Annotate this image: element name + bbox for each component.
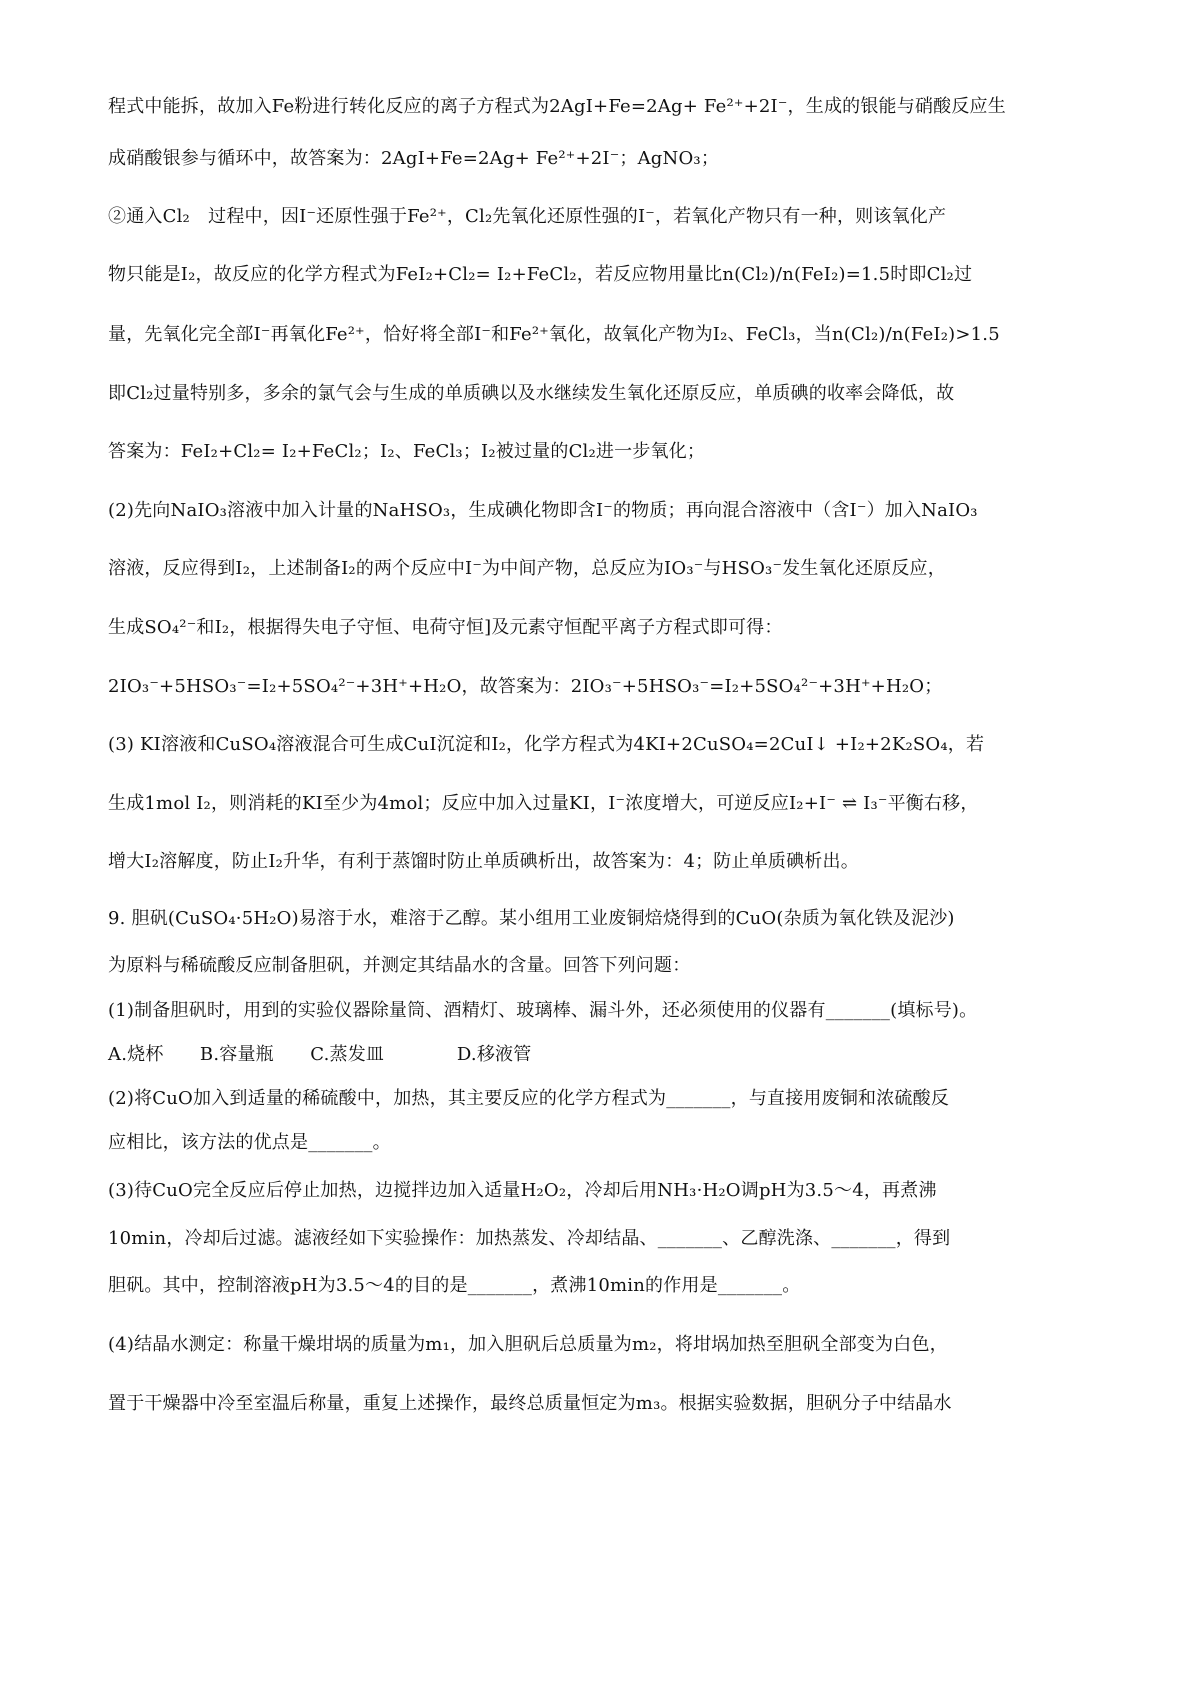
text-line: 生成1mol I₂，则消耗的KI至少为4mol；反应中加入过量KI，I⁻浓度增大，可逆反应I₂+I⁻ ⇌ I₃⁻平衡右移， bbox=[108, 793, 979, 814]
text-line: 胆矾。其中，控制溶液pH为3.5～4的目的是_______，煮沸10min的作用是_______。 bbox=[108, 1275, 801, 1296]
text-line: 溶液，反应得到I₂，上述制备I₂的两个反应中I⁻为中间产物，总反应为IO₃⁻与HSO₃⁻发生氧化还原反应， bbox=[108, 558, 946, 579]
text-line: (1)制备胆矾时，用到的实验仪器除量筒、酒精灯、玻璃棒、漏斗外，还必须使用的仪器有_______(填标号)。 bbox=[108, 1000, 978, 1021]
text-line: (2)将CuO加入到适量的稀硫酸中，加热，其主要反应的化学方程式为_______，与直接用废铜和浓硫酸反 bbox=[108, 1088, 950, 1109]
text-line: 增大I₂溶解度，防止I₂升华，有利于蒸馏时防止单质碘析出，故答案为：4；防止单质碘析出。 bbox=[108, 851, 859, 872]
text-line: 10min，冷却后过滤。滤液经如下实验操作：加热蒸发、冷却结晶、_______、乙醇洗涤、_______，得到 bbox=[108, 1228, 951, 1249]
text-line: 物只能是I₂，故反应的化学方程式为FeI₂+Cl₂= I₂+FeCl₂，若反应物用量比n(Cl₂)/n(FeI₂)=1.5时即Cl₂过 bbox=[108, 264, 973, 285]
answer-options: A.烧杯 B.容量瓶 C.蒸发皿 D.移液管 bbox=[108, 1044, 532, 1065]
text-line: (2)先向NaIO₃溶液中加入计量的NaHSO₃，生成碘化物即含I⁻的物质；再向混合溶液中（含I⁻）加入NaIO₃ bbox=[108, 500, 978, 521]
text-line: 2IO₃⁻+5HSO₃⁻=I₂+5SO₄²⁻+3H⁺+H₂O，故答案为：2IO₃⁻+5HSO₃⁻=I₂+5SO₄²⁻+3H⁺+H₂O； bbox=[108, 676, 943, 697]
text-line: 置于干燥器中冷至室温后称量，重复上述操作，最终总质量恒定为m₃。根据实验数据，胆矾分子中结晶水 bbox=[108, 1393, 952, 1414]
text-line: (3)待CuO完全反应后停止加热，边搅拌边加入适量H₂O₂，冷却后用NH₃·H₂O调pH为3.5～4，再煮沸 bbox=[108, 1180, 937, 1201]
text-line: 生成SO₄²⁻和I₂，根据得失电子守恒、电荷守恒]及元素守恒配平离子方程式即可得： bbox=[108, 617, 783, 638]
text-line: 应相比，该方法的优点是_______。 bbox=[108, 1132, 391, 1153]
text-line: 成硝酸银参与循环中，故答案为：2AgI+Fe=2Ag+ Fe²⁺+2I⁻；AgNO₃； bbox=[108, 148, 720, 169]
text-line: (4)结晶水测定：称量干燥坩埚的质量为m₁，加入胆矾后总质量为m₂，将坩埚加热至胆矾全部变为白色， bbox=[108, 1334, 948, 1355]
text-line: 答案为：FeI₂+Cl₂= I₂+FeCl₂；I₂、FeCl₃；I₂被过量的Cl₂进一步氧化； bbox=[108, 441, 706, 462]
text-line: 程式中能拆，故加入Fe粉进行转化反应的离子方程式为2AgI+Fe=2Ag+ Fe²⁺+2I⁻，生成的银能与硝酸反应生 bbox=[108, 96, 1006, 117]
text-line: 量，先氧化完全部I⁻再氧化Fe²⁺，恰好将全部I⁻和Fe²⁺氧化，故氧化产物为I₂、FeCl₃，当n(Cl₂)/n(FeI₂)>1.5 bbox=[108, 324, 1000, 345]
text-line: (3) KI溶液和CuSO₄溶液混合可生成CuI沉淀和I₂，化学方程式为4KI+2CuSO₄=2CuI↓ +I₂+2K₂SO₄，若 bbox=[108, 734, 985, 755]
text-line: 为原料与稀硫酸反应制备胆矾，并测定其结晶水的含量。回答下列问题： bbox=[108, 955, 691, 976]
question-title: 9. 胆矾(CuSO₄·5H₂O)易溶于水，难溶于乙醇。某小组用工业废铜焙烧得到的CuO(杂质为氧化铁及泥沙) bbox=[108, 908, 955, 929]
text-line: 即Cl₂过量特别多，多余的氯气会与生成的单质碘以及水继续发生氧化还原反应，单质碘的收率会降低，故 bbox=[108, 383, 955, 404]
text-line: ②通入Cl₂ 过程中，因I⁻还原性强于Fe²⁺，Cl₂先氧化还原性强的I⁻，若氧化产物只有一种，则该氧化产 bbox=[108, 206, 947, 227]
